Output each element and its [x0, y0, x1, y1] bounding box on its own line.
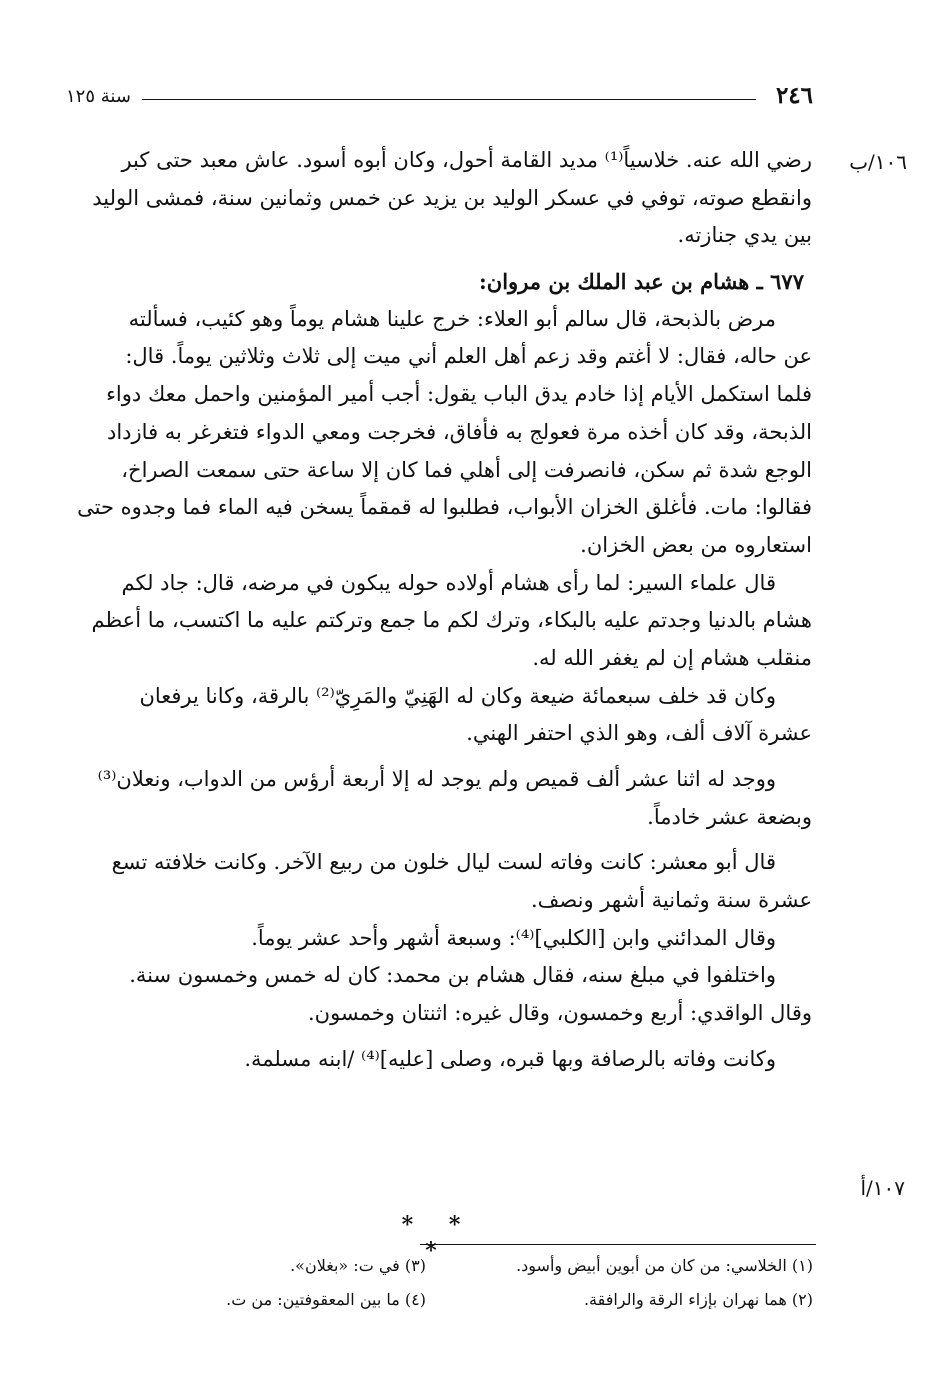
- text-line: وقال الواقدي: أربع وخمسون، وقال غيره: اثنتان وخمسون.: [307, 1001, 812, 1026]
- text-line: وكانت وفاته بالرصافة وبها قبره، وصلى [عليه]⁽⁴⁾ /ابنه مسلمة.: [244, 1046, 776, 1071]
- text-line: قال علماء السير: لما رأى هشام أولاده حوله يبكون في مرضه، قال: جاد لكم: [121, 570, 776, 595]
- text-line: الذبحة، وقد كان أخذه مرة فعولج به فأفاق، فخرجت ومعي الدواء فتغرغر به فازداد: [107, 419, 812, 444]
- text-line: منقلب هشام إن لم يغفر الله له.: [532, 645, 812, 670]
- footnote-3: (٣) في ت: «بغلان».: [290, 1256, 426, 1275]
- footnote-4: (٤) ما بين المعقوفتين: من ت.: [226, 1290, 426, 1309]
- section-separator: * * *: [401, 1212, 475, 1264]
- footnote-1: (١) الخلاسي: من كان من أبوين أبيض وأسود.: [516, 1256, 813, 1275]
- text-line: قال أبو معشر: كانت وفاته لست ليال خلون من ربيع الآخر. وكانت خلافته تسع: [111, 850, 776, 875]
- text-line: استعاروه من بعض الخزان.: [580, 532, 812, 557]
- text-line: الوجع شدة ثم سكن، فانصرفت إلى أهلي فما كان إلا ساعة حتى سمعت الصراخ،: [121, 457, 812, 482]
- text-line: وقال المدائني وابن [الكلبي]⁽⁴⁾: وسبعة أشهر وأحد عشر يوماً.: [251, 925, 776, 950]
- text-line: مرض بالذبحة، قال سالم أبو العلاء: خرج علينا هشام يوماً وهو كئيب، فسألته: [128, 306, 776, 331]
- text-line: رضي الله عنه. خلاسياً⁽¹⁾ مديد القامة أحول، وكان أبوه أسود. عاش معبد حتى كبر: [121, 148, 812, 172]
- text-line: عشرة سنة وثمانية أشهر ونصف.: [530, 888, 812, 913]
- running-header-year: سنة ١٢٥: [66, 86, 131, 107]
- page-number: ٢٤٦: [775, 82, 813, 109]
- text-line: وبضعة عشر خادماً.: [647, 804, 812, 829]
- text-line: عن حاله، فقال: لا أغتم وقد زعم أهل العلم أني ميت إلى ثلاث وثلاثين يوماً. قال:: [125, 344, 812, 369]
- folio-mark-107a: ١٠٧/أ: [860, 1176, 905, 1200]
- entry-heading: ٦٧٧ ـ هشام بن عبد الملك بن مروان:: [479, 269, 804, 295]
- header-rule: [142, 99, 756, 100]
- text-line: فلما استكمل الأيام إذا خادم يدق الباب يقول: أجب أمير المؤمنين واحمل معك دواء: [106, 382, 812, 407]
- footnote-rule: [420, 1244, 816, 1245]
- text-line: بين يدي جنازته.: [677, 223, 812, 248]
- text-line: وانقطع صوته، توفي في عسكر الوليد بن يزيد عن خمس وثمانين سنة، فمشى الوليد: [92, 185, 812, 210]
- text-line: هشام بالدنيا وجدتم عليه بالبكاء، وترك لكم ما جمع وتركتم عليه ما اكتسب، ما أعظم: [91, 608, 812, 633]
- folio-mark-106b: ١٠٦/ب: [849, 150, 907, 174]
- text-line: وكان قد خلف سبعمائة ضيعة وكان له الهَنِيّ والمَرِيّ⁽²⁾ بالرقة، وكانا يرفعان: [139, 683, 776, 708]
- main-text: [64, 142, 812, 1079]
- text-line: واختلفوا في مبلغ سنه، فقال هشام بن محمد: كان له خمس وخمسون سنة.: [129, 963, 776, 988]
- footnote-2: (٢) هما نهران بإزاء الرقة والرافقة.: [583, 1290, 813, 1309]
- text-line: عشرة آلاف ألف، وهو الذي احتفر الهني.: [466, 721, 812, 746]
- text-line: ووجد له اثنا عشر ألف قميص ولم يوجد له إلا أربعة أرؤس من الدواب، ونعلان⁽³⁾: [97, 767, 776, 791]
- text-line: فقالوا: مات. فأغلق الخزان الأبواب، فطلبوا له قمقماً يسخن فيه الماء فما وجدوه حتى: [77, 495, 812, 520]
